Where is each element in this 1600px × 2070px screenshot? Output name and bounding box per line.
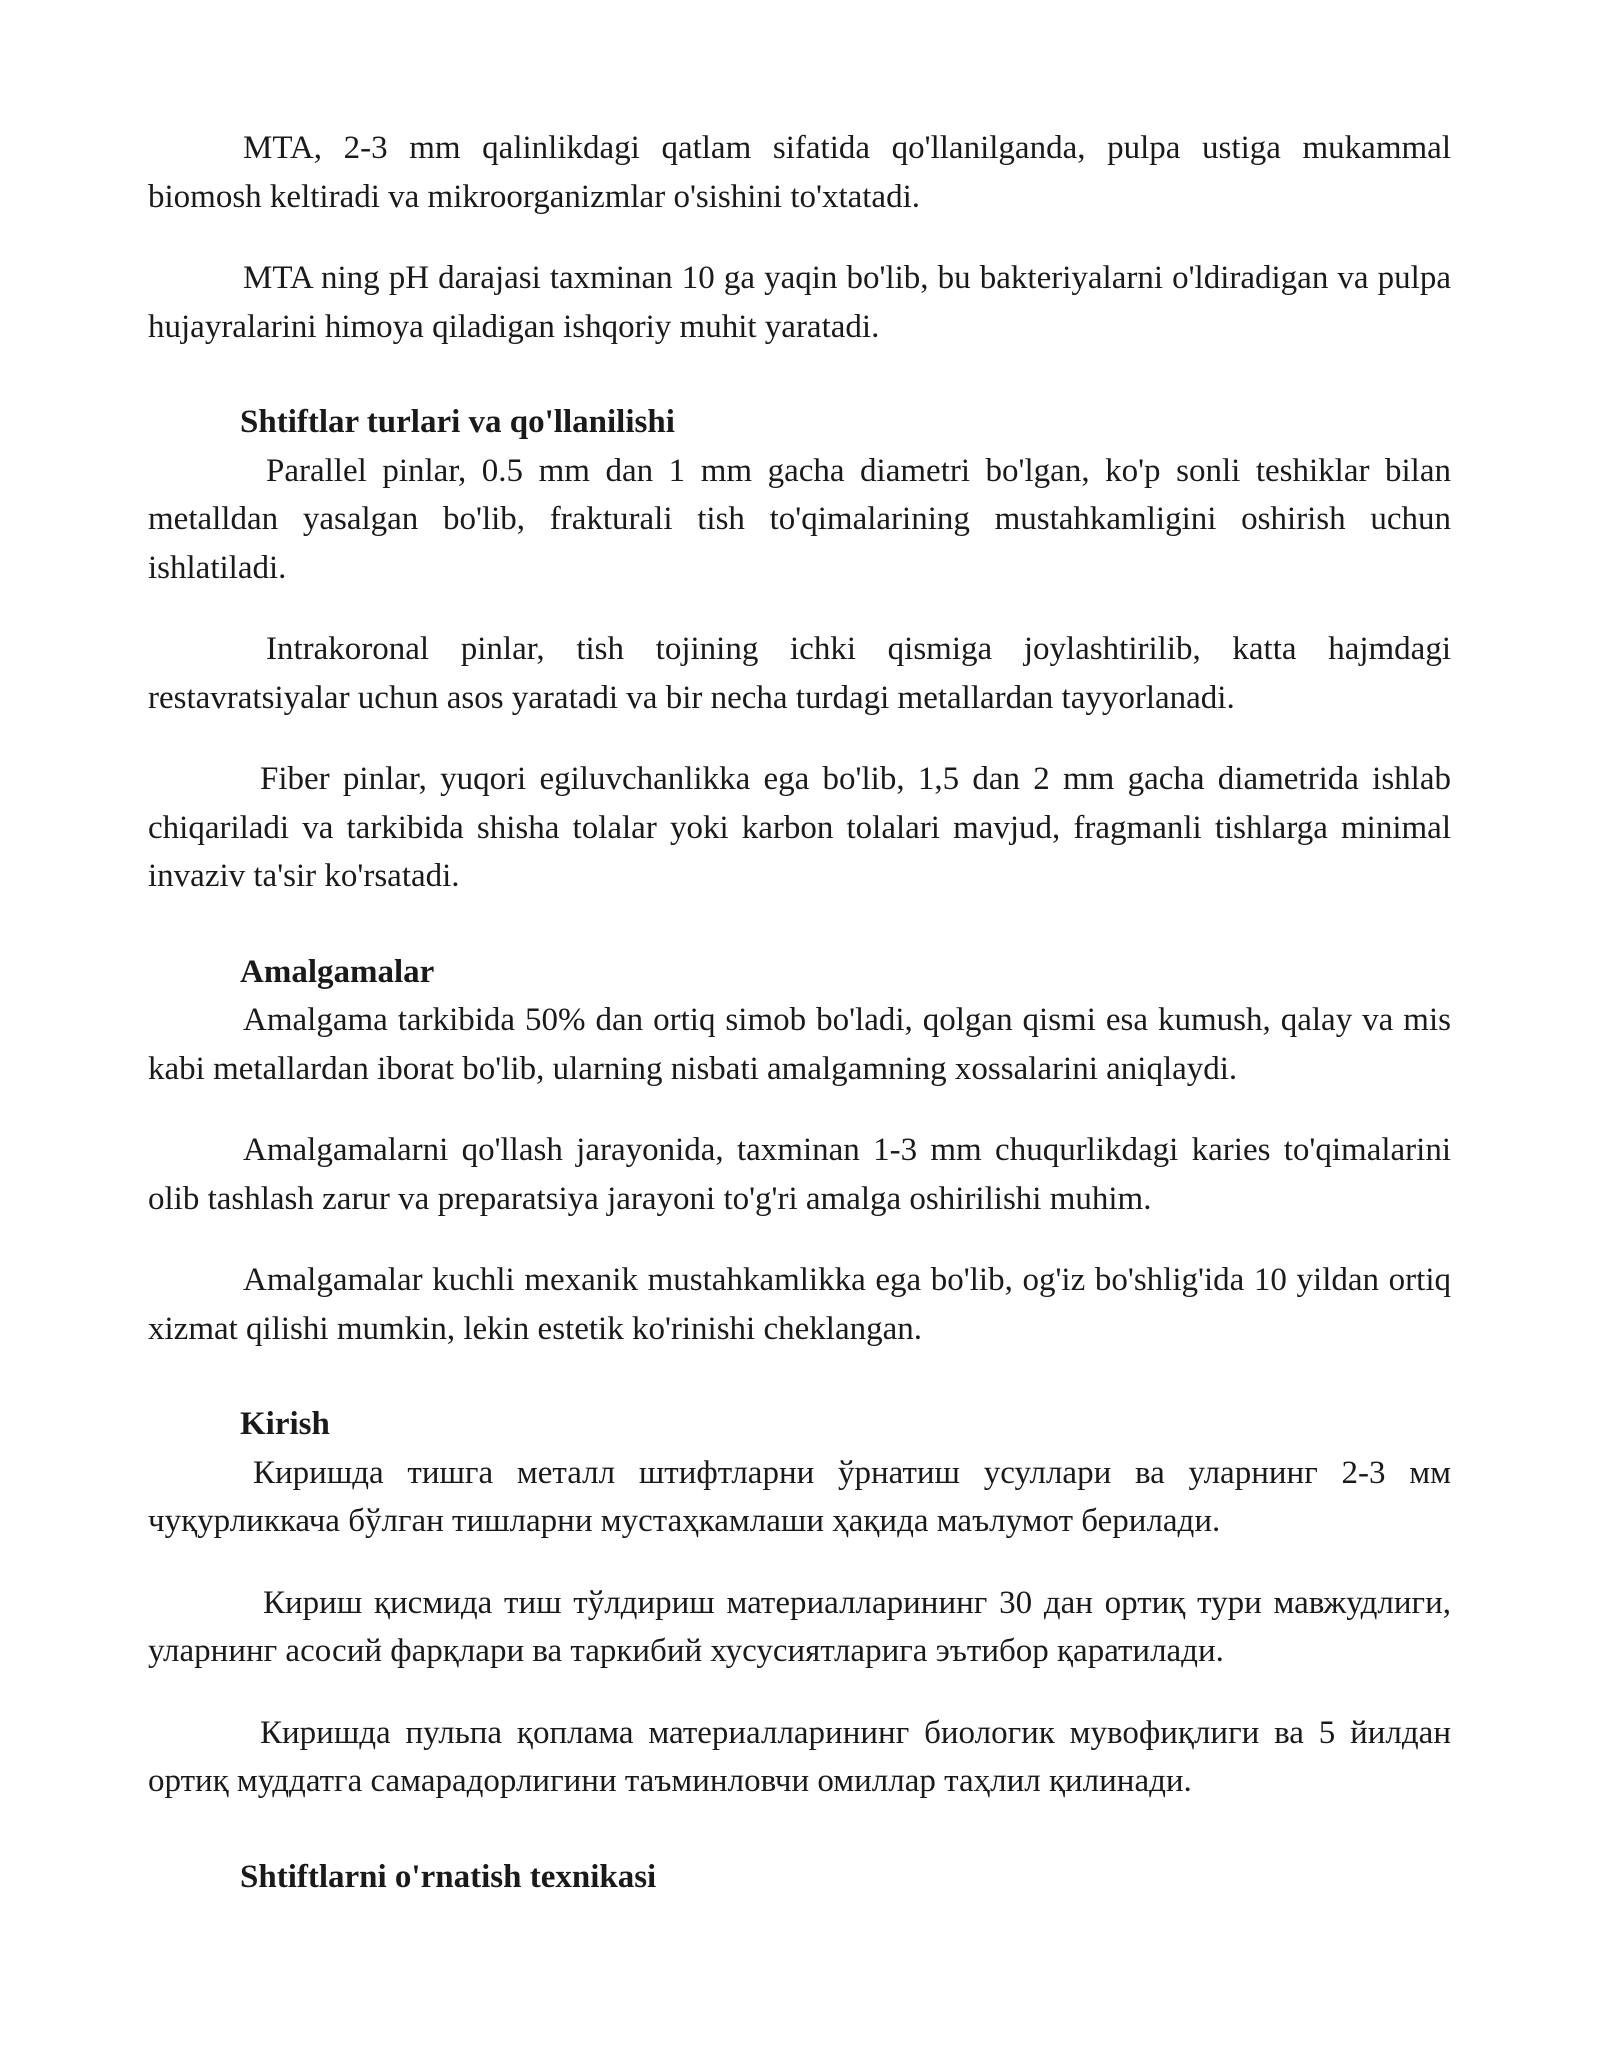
paragraph-intro-pins: Киришда тишга металл штифтларни ўрнатиш усуллари ва уларнинг 2-3 мм чуқурликкача бўлган тишларни мустаҳкамлаши ҳақида маълумот берилади. bbox=[148, 1454, 1451, 1539]
paragraph-intro-pulp-capping: Киришда пульпа қоплама материалларининг биологик мувофиқлиги ва 5 йилдан ортиқ муддатга самарадорлигини таъминловчи омиллар таҳлил қилинади. bbox=[148, 1714, 1451, 1799]
paragraph-amalgam-application: Amalgamalarni qo'llash jarayonida, taxminan 1-3 mm chuqurlikdagi karies to'qimalarini olib tashlash zarur va preparatsiya jarayoni to'g'ri amalga oshirilishi muhim. bbox=[148, 1132, 1451, 1217]
paragraph-intro-filling-materials: Кириш қисмида тиш тўлдириш материалларининг 30 дан ортиқ тури мавжудлиги, уларнинг асосий фарқлари ва таркибий хусусиятларига эътибор қаратилади. bbox=[148, 1584, 1451, 1669]
paragraph-intracoronal-pins: Intrakoronal pinlar, tish tojining ichki qismiga joylashtirilib, katta hajmdagi restavratsiyalar uchun asos yaratadi va bir necha turdagi metallardan tayyorlanadi. bbox=[148, 631, 1451, 716]
heading-pin-installation-technique: Shtiftlarni o'rnatish texnikasi bbox=[240, 1858, 657, 1895]
paragraph-amalgam-composition: Amalgama tarkibida 50% dan ortiq simob bo'ladi, qolgan qismi esa kumush, qalay va mis kabi metallardan iborat bo'lib, ularning nisbati amalgamning xossalarini aniqlaydi. bbox=[148, 1002, 1451, 1087]
heading-introduction: Kirish bbox=[240, 1406, 330, 1442]
paragraph-fiber-pins: Fiber pinlar, yuqori egiluvchanlikka ega bo'lib, 1,5 dan 2 mm gacha diametrida ishlab chiqariladi va tarkibida shisha tolalar yoki karbon tolalari mavjud, fragmanli tishlarga minimal invaziv ta'sir ko'rsatadi. bbox=[148, 761, 1451, 894]
paragraph-amalgam-durability: Amalgamalar kuchli mexanik mustahkamlikka ega bo'lib, og'iz bo'shlig'ida 10 yildan ortiq xizmat qilishi mumkin, lekin estetik ko'rinishi cheklangan. bbox=[148, 1262, 1451, 1347]
paragraph-mta-ph: MTA ning pH darajasi taxminan 10 ga yaqin bo'lib, bu bakteriyalarni o'ldiradigan va pulpa hujayralarini himoya qiladigan ishqoriy muhit yaratadi. bbox=[148, 260, 1451, 345]
paragraph-mta-layer: MTA, 2-3 mm qalinlikdagi qatlam sifatida qo'llanilganda, pulpa ustiga mukammal biomosh keltiradi va mikroorganizmlar o'sishini to'xtatadi. bbox=[148, 130, 1451, 215]
document-page bbox=[148, 124, 1451, 1901]
paragraph-parallel-pins: Parallel pinlar, 0.5 mm dan 1 mm gacha diametri bo'lgan, ko'p sonli teshiklar bilan metalldan yasalgan bo'lib, frakturali tish to'qimalarining mustahkamligini oshirish uchun ishlatiladi. bbox=[148, 452, 1451, 586]
heading-pin-types: Shtiftlar turlari va qo'llanilishi bbox=[240, 404, 675, 440]
heading-amalgams: Amalgamalar bbox=[240, 953, 435, 990]
